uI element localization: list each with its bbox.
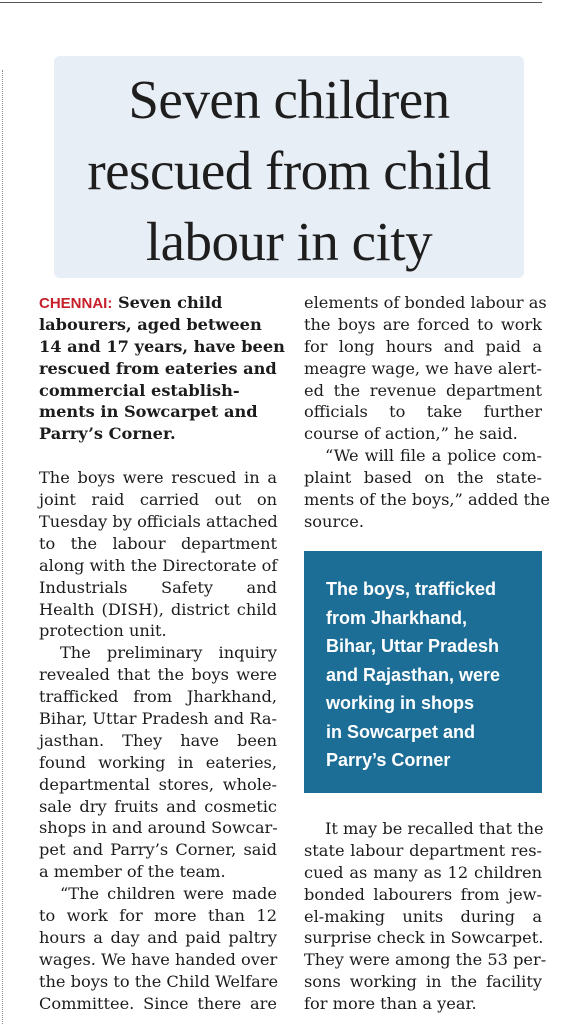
pull-quote-line: Bihar, Uttar Pradesh [326,636,500,656]
body-line: to the labour department [39,533,277,553]
lead-line: commercial establish- [39,380,240,400]
body-line: the boys to the Child Welfare [39,971,279,991]
headline-line: Seven children [128,69,450,130]
body-paragraph [39,467,277,642]
body-line: jasthan. They have been [39,730,277,750]
top-rule [0,2,542,3]
body-line: Industrials Safety and [39,577,277,597]
body-line: departmental stores, whole- [39,774,277,794]
body-paragraph [39,642,277,883]
body-line: pet and Parry’s Corner, said [39,840,277,860]
headline [54,64,524,277]
body-line: plaint based on the state- [304,468,542,488]
body-line: “The children were made [60,884,277,904]
body-line: for long hours and paid a [304,336,542,356]
body-line: el-making units during a [304,906,542,926]
lead-line: Parry’s Corner. [39,424,176,444]
body-paragraph [304,445,550,533]
body-line: sale dry fruits and cosmetic [39,796,277,816]
pull-quote-line: from Jharkhand, [326,607,468,628]
body-line: sons working in the facility [304,972,542,992]
body-line: course of action,” he said. [304,424,518,444]
right-column-bottom [304,818,547,1015]
body-paragraph [304,292,547,445]
body-line: “We will file a police com- [325,446,542,466]
lead-line: ments in Sowcarpet and [39,402,258,422]
body-line: bonded labourers from jew- [304,884,542,904]
body-line: The preliminary inquiry [60,643,277,663]
lead-line: Seven child [117,293,223,312]
body-line: protection unit. [39,621,167,641]
pull-quote-line: in Sowcarpet and [326,721,476,742]
body-line: The boys were rescued in a [39,468,277,488]
body-line: a member of the team. [39,862,226,882]
pull-quote [326,575,531,775]
pull-quote-line: Parry’s Corner [326,750,451,770]
body-line: surprise check in Sowcarpet. [304,928,544,948]
lead-line: labourers, aged between [39,314,262,334]
headline-line: labour in city [145,211,433,272]
body-line: Committee. Since there are [39,993,277,1013]
body-paragraph [304,818,547,1015]
body-line: hours a day and paid paltry [39,927,277,947]
lead-paragraph [39,292,285,445]
body-line: the boys are forced to work [304,314,542,334]
body-line: ments of the boys,” added the [304,490,550,510]
lead-first-line [39,292,277,314]
lead-line: rescued from eateries and [39,358,277,378]
body-line: meagre wage, we have alert- [304,358,542,378]
body-line: to work for more than 12 [39,906,277,926]
body-line: source. [304,511,365,531]
body-line: for more than a year. [304,994,477,1014]
body-line: along with the Directorate of [39,555,278,575]
body-line: found working in eateries, [39,752,277,772]
body-line: officials to take further [304,402,542,422]
body-line: Bihar, Uttar Pradesh and Ra- [39,709,277,729]
headline-line: rescued from child [87,140,491,201]
body-line: wages. We have handed over [39,949,278,969]
body-line: Health (DISH), district child [39,599,277,619]
body-line: ed the revenue department [304,380,542,400]
body-line: revealed that the boys were [39,665,277,685]
body-line: shops in and around Sowcar- [39,818,278,838]
column-divider [2,70,3,1024]
body-line: joint raid carried out on [39,490,277,510]
body-paragraph [39,883,277,1014]
left-column [39,292,285,1015]
pull-quote-line: working in shops [326,693,475,713]
dateline: CHENNAI: [39,295,113,312]
body-line: They were among the 53 per- [304,950,547,970]
body-line: It may be recalled that the [325,819,544,838]
body-line: elements of bonded labour as [304,293,547,312]
body-line: Tuesday by officials attached [39,512,278,532]
body-line: state labour department res- [304,840,542,860]
lead-line: 14 and 17 years, have been [39,336,285,356]
pull-quote-line: The boys, trafficked [326,579,497,599]
right-column-top [304,292,550,533]
pull-quote-line: and Rajasthan, were [326,664,501,685]
body-line: cued as many as 12 children [304,862,542,882]
body-line: trafficked from Jharkhand, [39,687,277,707]
